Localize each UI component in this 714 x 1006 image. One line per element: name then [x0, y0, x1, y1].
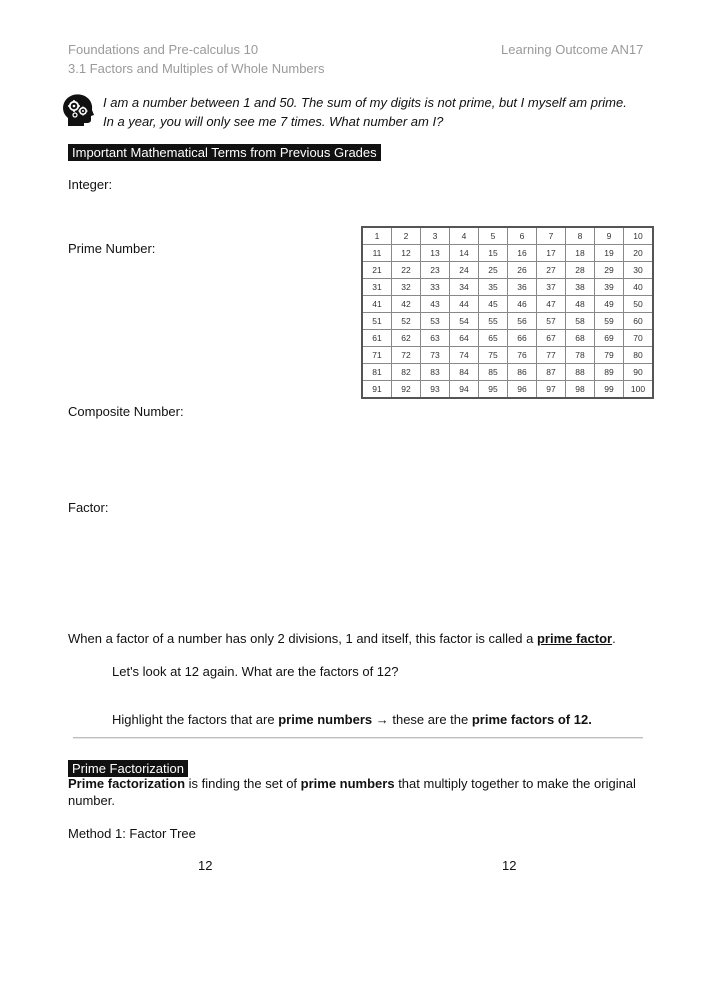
hundreds-cell: 39: [595, 279, 624, 296]
hundreds-row: [362, 347, 653, 364]
hundreds-cell: 28: [566, 262, 595, 279]
hundreds-cell: 63: [421, 330, 450, 347]
hundreds-cell: 92: [392, 381, 421, 399]
hundreds-cell: 25: [479, 262, 508, 279]
hundreds-cell: 18: [566, 245, 595, 262]
hundreds-cell: 34: [450, 279, 479, 296]
hundreds-cell: 19: [595, 245, 624, 262]
hundreds-cell: 42: [392, 296, 421, 313]
highlight-bold-1: prime numbers: [278, 712, 373, 727]
method-1-label: Method 1: Factor Tree: [68, 826, 196, 841]
hundreds-cell: 53: [421, 313, 450, 330]
hundreds-cell: 100: [624, 381, 654, 399]
hundreds-cell: 88: [566, 364, 595, 381]
definition-text-1: is finding the set of: [185, 776, 301, 791]
definition-bold-1: Prime factorization: [68, 776, 186, 791]
hundreds-cell: 29: [595, 262, 624, 279]
term-prime-number: Prime Number:: [68, 241, 156, 256]
hundreds-cell: 83: [421, 364, 450, 381]
hundreds-cell: 9: [595, 227, 624, 245]
hundreds-cell: 95: [479, 381, 508, 399]
hundreds-cell: 68: [566, 330, 595, 347]
hundreds-cell: 60: [624, 313, 654, 330]
term-integer: Integer:: [68, 177, 113, 192]
hundreds-cell: 41: [362, 296, 392, 313]
hundreds-cell: 79: [595, 347, 624, 364]
hundreds-cell: 40: [624, 279, 654, 296]
hundreds-cell: 73: [421, 347, 450, 364]
hundreds-cell: 49: [595, 296, 624, 313]
hundreds-cell: 76: [508, 347, 537, 364]
learning-outcome: Learning Outcome AN17: [501, 42, 644, 57]
hundreds-cell: 97: [537, 381, 566, 399]
hundreds-cell: 66: [508, 330, 537, 347]
hundreds-cell: 13: [421, 245, 450, 262]
hundreds-cell: 26: [508, 262, 537, 279]
hundreds-cell: 77: [537, 347, 566, 364]
hundreds-cell: 82: [392, 364, 421, 381]
term-factor: Factor:: [68, 500, 109, 515]
hundreds-row: [362, 227, 653, 245]
definition-bold-2: prime numbers: [300, 776, 395, 791]
hundreds-cell: 1: [362, 227, 392, 245]
brain-gears-icon: [60, 92, 96, 128]
hundreds-cell: 6: [508, 227, 537, 245]
section-title: 3.1 Factors and Multiples of Whole Numbers: [68, 61, 325, 76]
hundreds-cell: 47: [537, 296, 566, 313]
definition-text-2: that multiply together to make the original number.: [68, 776, 636, 808]
hundreds-cell: 27: [537, 262, 566, 279]
hundreds-row: [362, 245, 653, 262]
hundreds-cell: 93: [421, 381, 450, 399]
hundreds-cell: 37: [537, 279, 566, 296]
hundreds-cell: 57: [537, 313, 566, 330]
hundreds-chart: [361, 226, 654, 399]
hundreds-cell: 56: [508, 313, 537, 330]
hundreds-cell: 17: [537, 245, 566, 262]
hundreds-cell: 50: [624, 296, 654, 313]
riddle-line-2: In a year, you will only see me 7 times. What number am I?: [103, 114, 444, 129]
hundreds-cell: 24: [450, 262, 479, 279]
hundreds-cell: 87: [537, 364, 566, 381]
hundreds-row: [362, 296, 653, 313]
hundreds-cell: 98: [566, 381, 595, 399]
hundreds-cell: 90: [624, 364, 654, 381]
hundreds-cell: 12: [392, 245, 421, 262]
hundreds-cell: 62: [392, 330, 421, 347]
hundreds-cell: 5: [479, 227, 508, 245]
hundreds-cell: 21: [362, 262, 392, 279]
hundreds-cell: 33: [421, 279, 450, 296]
hundreds-table: [361, 226, 654, 399]
prime-factorization-definition: [68, 775, 658, 809]
hundreds-cell: 45: [479, 296, 508, 313]
hundreds-cell: 91: [362, 381, 392, 399]
hundreds-row: [362, 279, 653, 296]
prime-factor-term: prime factor: [536, 631, 613, 646]
hundreds-cell: 8: [566, 227, 595, 245]
highlight-bold-2: prime factors of 12: [471, 712, 589, 727]
highlight-text-2: → these are the: [372, 712, 472, 727]
riddle-text: [103, 93, 627, 131]
factor-tree-left-root: 12: [198, 858, 213, 873]
hundreds-cell: 23: [421, 262, 450, 279]
hundreds-cell: 61: [362, 330, 392, 347]
hundreds-cell: 74: [450, 347, 479, 364]
hundreds-cell: 69: [595, 330, 624, 347]
hundreds-cell: 75: [479, 347, 508, 364]
hundreds-row: [362, 330, 653, 347]
hundreds-cell: 78: [566, 347, 595, 364]
hundreds-cell: 70: [624, 330, 654, 347]
hundreds-cell: 65: [479, 330, 508, 347]
hundreds-cell: 81: [362, 364, 392, 381]
hundreds-cell: 3: [421, 227, 450, 245]
hundreds-cell: 59: [595, 313, 624, 330]
hundreds-cell: 22: [392, 262, 421, 279]
hundreds-cell: 4: [450, 227, 479, 245]
hundreds-row: [362, 381, 653, 399]
hundreds-cell: 7: [537, 227, 566, 245]
hundreds-cell: 20: [624, 245, 654, 262]
hundreds-cell: 30: [624, 262, 654, 279]
factor-tree-right-root: 12: [502, 858, 517, 873]
prime-factor-sentence-text: When a factor of a number has only 2 divisions, 1 and itself, this factor is called a: [68, 631, 537, 646]
factors-of-12-question: Let's look at 12 again. What are the factors of 12?: [112, 664, 399, 679]
hundreds-cell: 36: [508, 279, 537, 296]
hundreds-cell: 85: [479, 364, 508, 381]
hundreds-cell: 72: [392, 347, 421, 364]
hundreds-cell: 16: [508, 245, 537, 262]
hundreds-cell: 96: [508, 381, 537, 399]
hundreds-cell: 99: [595, 381, 624, 399]
term-composite-number: Composite Number:: [68, 404, 184, 419]
hundreds-cell: 58: [566, 313, 595, 330]
hundreds-cell: 31: [362, 279, 392, 296]
highlight-text-1: Highlight the factors that are: [112, 712, 279, 727]
hundreds-cell: 2: [392, 227, 421, 245]
hundreds-cell: 55: [479, 313, 508, 330]
hundreds-cell: 67: [537, 330, 566, 347]
riddle-line-1: I am a number between 1 and 50. The sum of my digits is not prime, but I myself am prime.: [103, 95, 627, 110]
prime-factor-period: .: [612, 631, 616, 646]
hundreds-cell: 52: [392, 313, 421, 330]
section-divider: [73, 737, 643, 738]
hundreds-cell: 71: [362, 347, 392, 364]
prime-factorization-title: Prime Factorization: [68, 760, 188, 777]
hundreds-cell: 86: [508, 364, 537, 381]
hundreds-cell: 94: [450, 381, 479, 399]
hundreds-cell: 89: [595, 364, 624, 381]
hundreds-cell: 80: [624, 347, 654, 364]
hundreds-cell: 46: [508, 296, 537, 313]
hundreds-cell: 84: [450, 364, 479, 381]
hundreds-cell: 51: [362, 313, 392, 330]
terms-section-title: Important Mathematical Terms from Previous Grades: [68, 144, 381, 161]
prime-factor-sentence: [68, 630, 616, 647]
highlight-instruction: [112, 711, 592, 728]
highlight-period: .: [588, 712, 592, 727]
hundreds-cell: 32: [392, 279, 421, 296]
hundreds-cell: 43: [421, 296, 450, 313]
hundreds-row: [362, 313, 653, 330]
hundreds-cell: 64: [450, 330, 479, 347]
hundreds-cell: 35: [479, 279, 508, 296]
hundreds-cell: 44: [450, 296, 479, 313]
hundreds-cell: 38: [566, 279, 595, 296]
hundreds-cell: 14: [450, 245, 479, 262]
hundreds-cell: 15: [479, 245, 508, 262]
hundreds-row: [362, 262, 653, 279]
hundreds-cell: 11: [362, 245, 392, 262]
hundreds-cell: 10: [624, 227, 654, 245]
hundreds-cell: 48: [566, 296, 595, 313]
hundreds-cell: 54: [450, 313, 479, 330]
course-title: Foundations and Pre-calculus 10: [68, 42, 259, 57]
hundreds-row: [362, 364, 653, 381]
